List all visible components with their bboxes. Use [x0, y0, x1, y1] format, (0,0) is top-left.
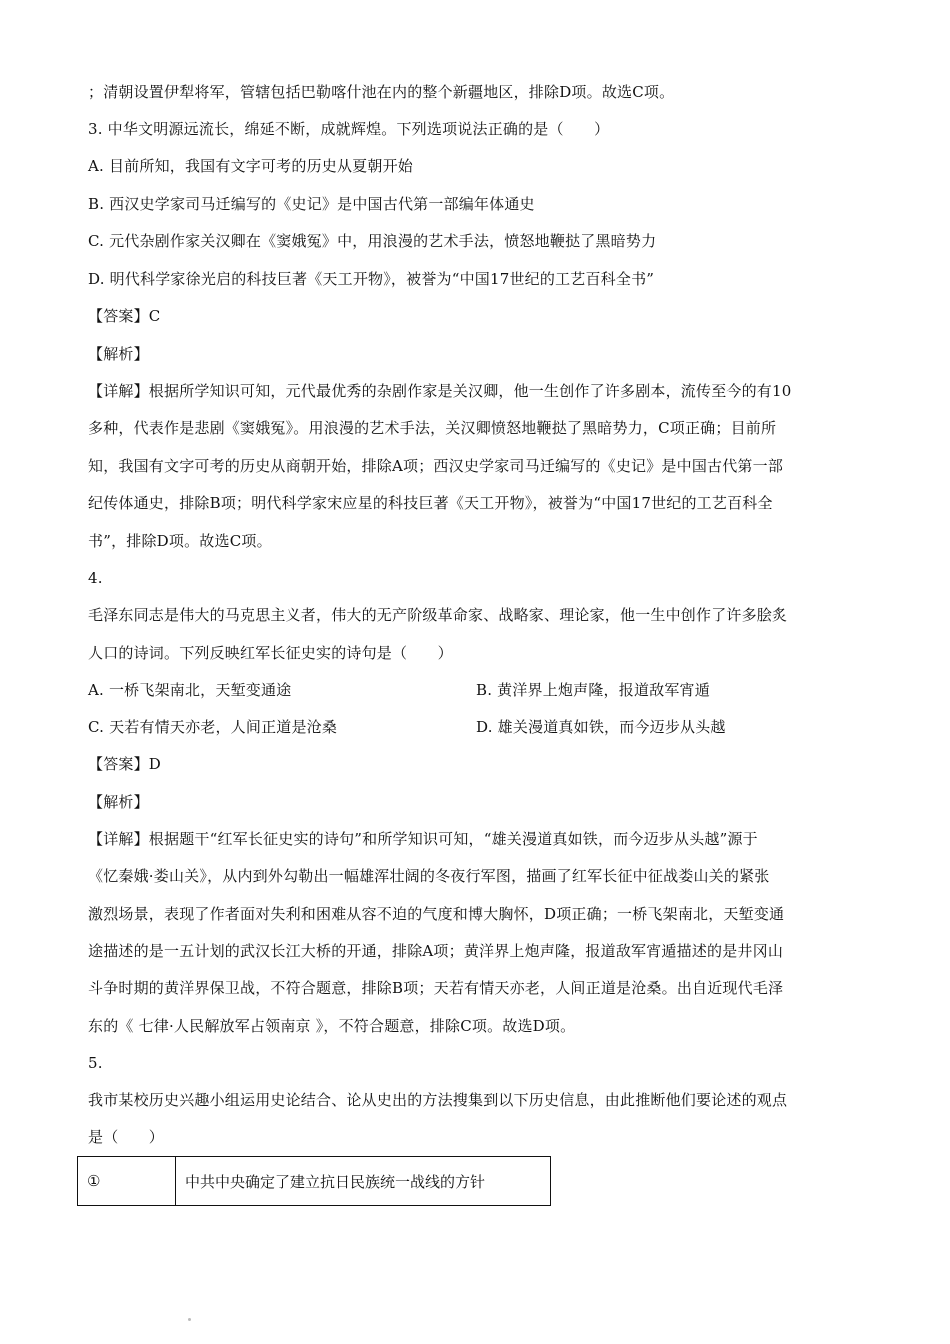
- question-4-option-d: D. 雄关漫道真如铁，而今迈步从头越: [476, 718, 726, 736]
- question-4-option-a: A. 一桥飞架南北，天堑变通途: [88, 681, 292, 699]
- question-4-stem-line: 人口的诗词。下列反映红军长征史实的诗句是（ ）: [88, 644, 453, 662]
- question-4-number: 4.: [88, 569, 103, 587]
- question-4-stem-line: 毛泽东同志是伟大的马克思主义者，伟大的无产阶级革命家、战略家、理论家，他一生中创作了许多脍炙: [88, 606, 788, 624]
- table-cell-text: 中共中央确定了建立抗日民族统一战线的方针: [176, 1157, 551, 1206]
- table-cell-number: ①: [78, 1157, 176, 1206]
- question-4-analysis-heading: 【解析】: [88, 793, 149, 811]
- question-4-detail-line: 【详解】根据题干“红军长征史实的诗句”和所学知识可知，“雄关漫道真如铁，而今迈步从头越”源于: [88, 830, 758, 848]
- question-3-stem: 3. 中华文明源远流长，绵延不断，成就辉煌。下列选项说法正确的是（ ）: [88, 120, 610, 138]
- question-4-detail-line: 《忆秦娥·娄山关》，从内到外勾勒出一幅雄浑壮阔的冬夜行军图，描画了红军长征中征战娄山关的紧张: [88, 867, 770, 885]
- question-4-option-c: C. 天若有情天亦老，人间正道是沧桑: [88, 718, 338, 736]
- question-3-option-c: C. 元代杂剧作家关汉卿在《窦娥冤》中，用浪漫的艺术手法，愤怒地鞭挞了黑暗势力: [88, 232, 657, 250]
- question-4-answer: 【答案】D: [88, 755, 162, 773]
- question-4-detail-line: 斗争时期的黄洋界保卫战，不符合题意，排除B项；天若有情天亦老，人间正道是沧桑。出自近现代毛泽: [88, 979, 784, 997]
- text-line: ；清朝设置伊犁将军，管辖包括巴勒喀什池在内的整个新疆地区，排除D项。故选C项。: [88, 83, 675, 101]
- question-5-stem-line: 我市某校历史兴趣小组运用史论结合、论从史出的方法搜集到以下历史信息，由此推断他们要论述的观点: [88, 1091, 788, 1109]
- question-4-detail-line: 激烈场景，表现了作者面对失利和困难从容不迫的气度和博大胸怀，D项正确；一桥飞架南北，天堑变通: [88, 905, 785, 923]
- question-4-option-b: B. 黄洋界上炮声隆，报道敌军宵遁: [476, 681, 710, 699]
- question-5-number: 5.: [88, 1054, 103, 1072]
- question-4-detail-line: 东的《 七律·人民解放军占领南京 》，不符合题意，排除C项。故选D项。: [88, 1017, 576, 1035]
- question-3-option-d: D. 明代科学家徐光启的科技巨著《天工开物》，被誉为“中国17世纪的工艺百科全书”: [88, 270, 655, 288]
- question-3-detail-line: 多种，代表作是悲剧《窦娥冤》。用浪漫的艺术手法，关汉卿愤怒地鞭挞了黑暗势力，C项正确；目前所: [88, 419, 777, 437]
- question-3-answer: 【答案】C: [88, 307, 161, 325]
- question-5-table: [77, 1156, 551, 1206]
- question-3-option-a: A. 目前所知，我国有文字可考的历史从夏朝开始: [88, 157, 413, 175]
- question-3-detail-line: 书”，排除D项。故选C项。: [88, 532, 272, 550]
- question-3-detail-line: 知，我国有文字可考的历史从商朝开始，排除A项；西汉史学家司马迁编写的《史记》是中国古代第一部: [88, 457, 784, 475]
- scan-speck: [188, 1318, 191, 1321]
- question-4-detail-line: 途描述的是一五计划的武汉长江大桥的开通，排除A项；黄洋界上炮声隆，报道敌军宵遁描述的是井冈山: [88, 942, 784, 960]
- question-3-analysis-heading: 【解析】: [88, 345, 149, 363]
- question-5-stem-line: 是（ ）: [88, 1128, 165, 1146]
- question-3-detail-line: 纪传体通史，排除B项；明代科学家宋应星的科技巨著《天工开物》，被誉为“中国17世纪的工艺百科全: [88, 494, 773, 512]
- table-row: [78, 1157, 551, 1206]
- question-3-option-b: B. 西汉史学家司马迁编写的《史记》是中国古代第一部编年体通史: [88, 195, 535, 213]
- question-3-detail-line: 【详解】根据所学知识可知，元代最优秀的杂剧作家是关汉卿，他一生创作了许多剧本，流传至今的有10: [88, 382, 792, 400]
